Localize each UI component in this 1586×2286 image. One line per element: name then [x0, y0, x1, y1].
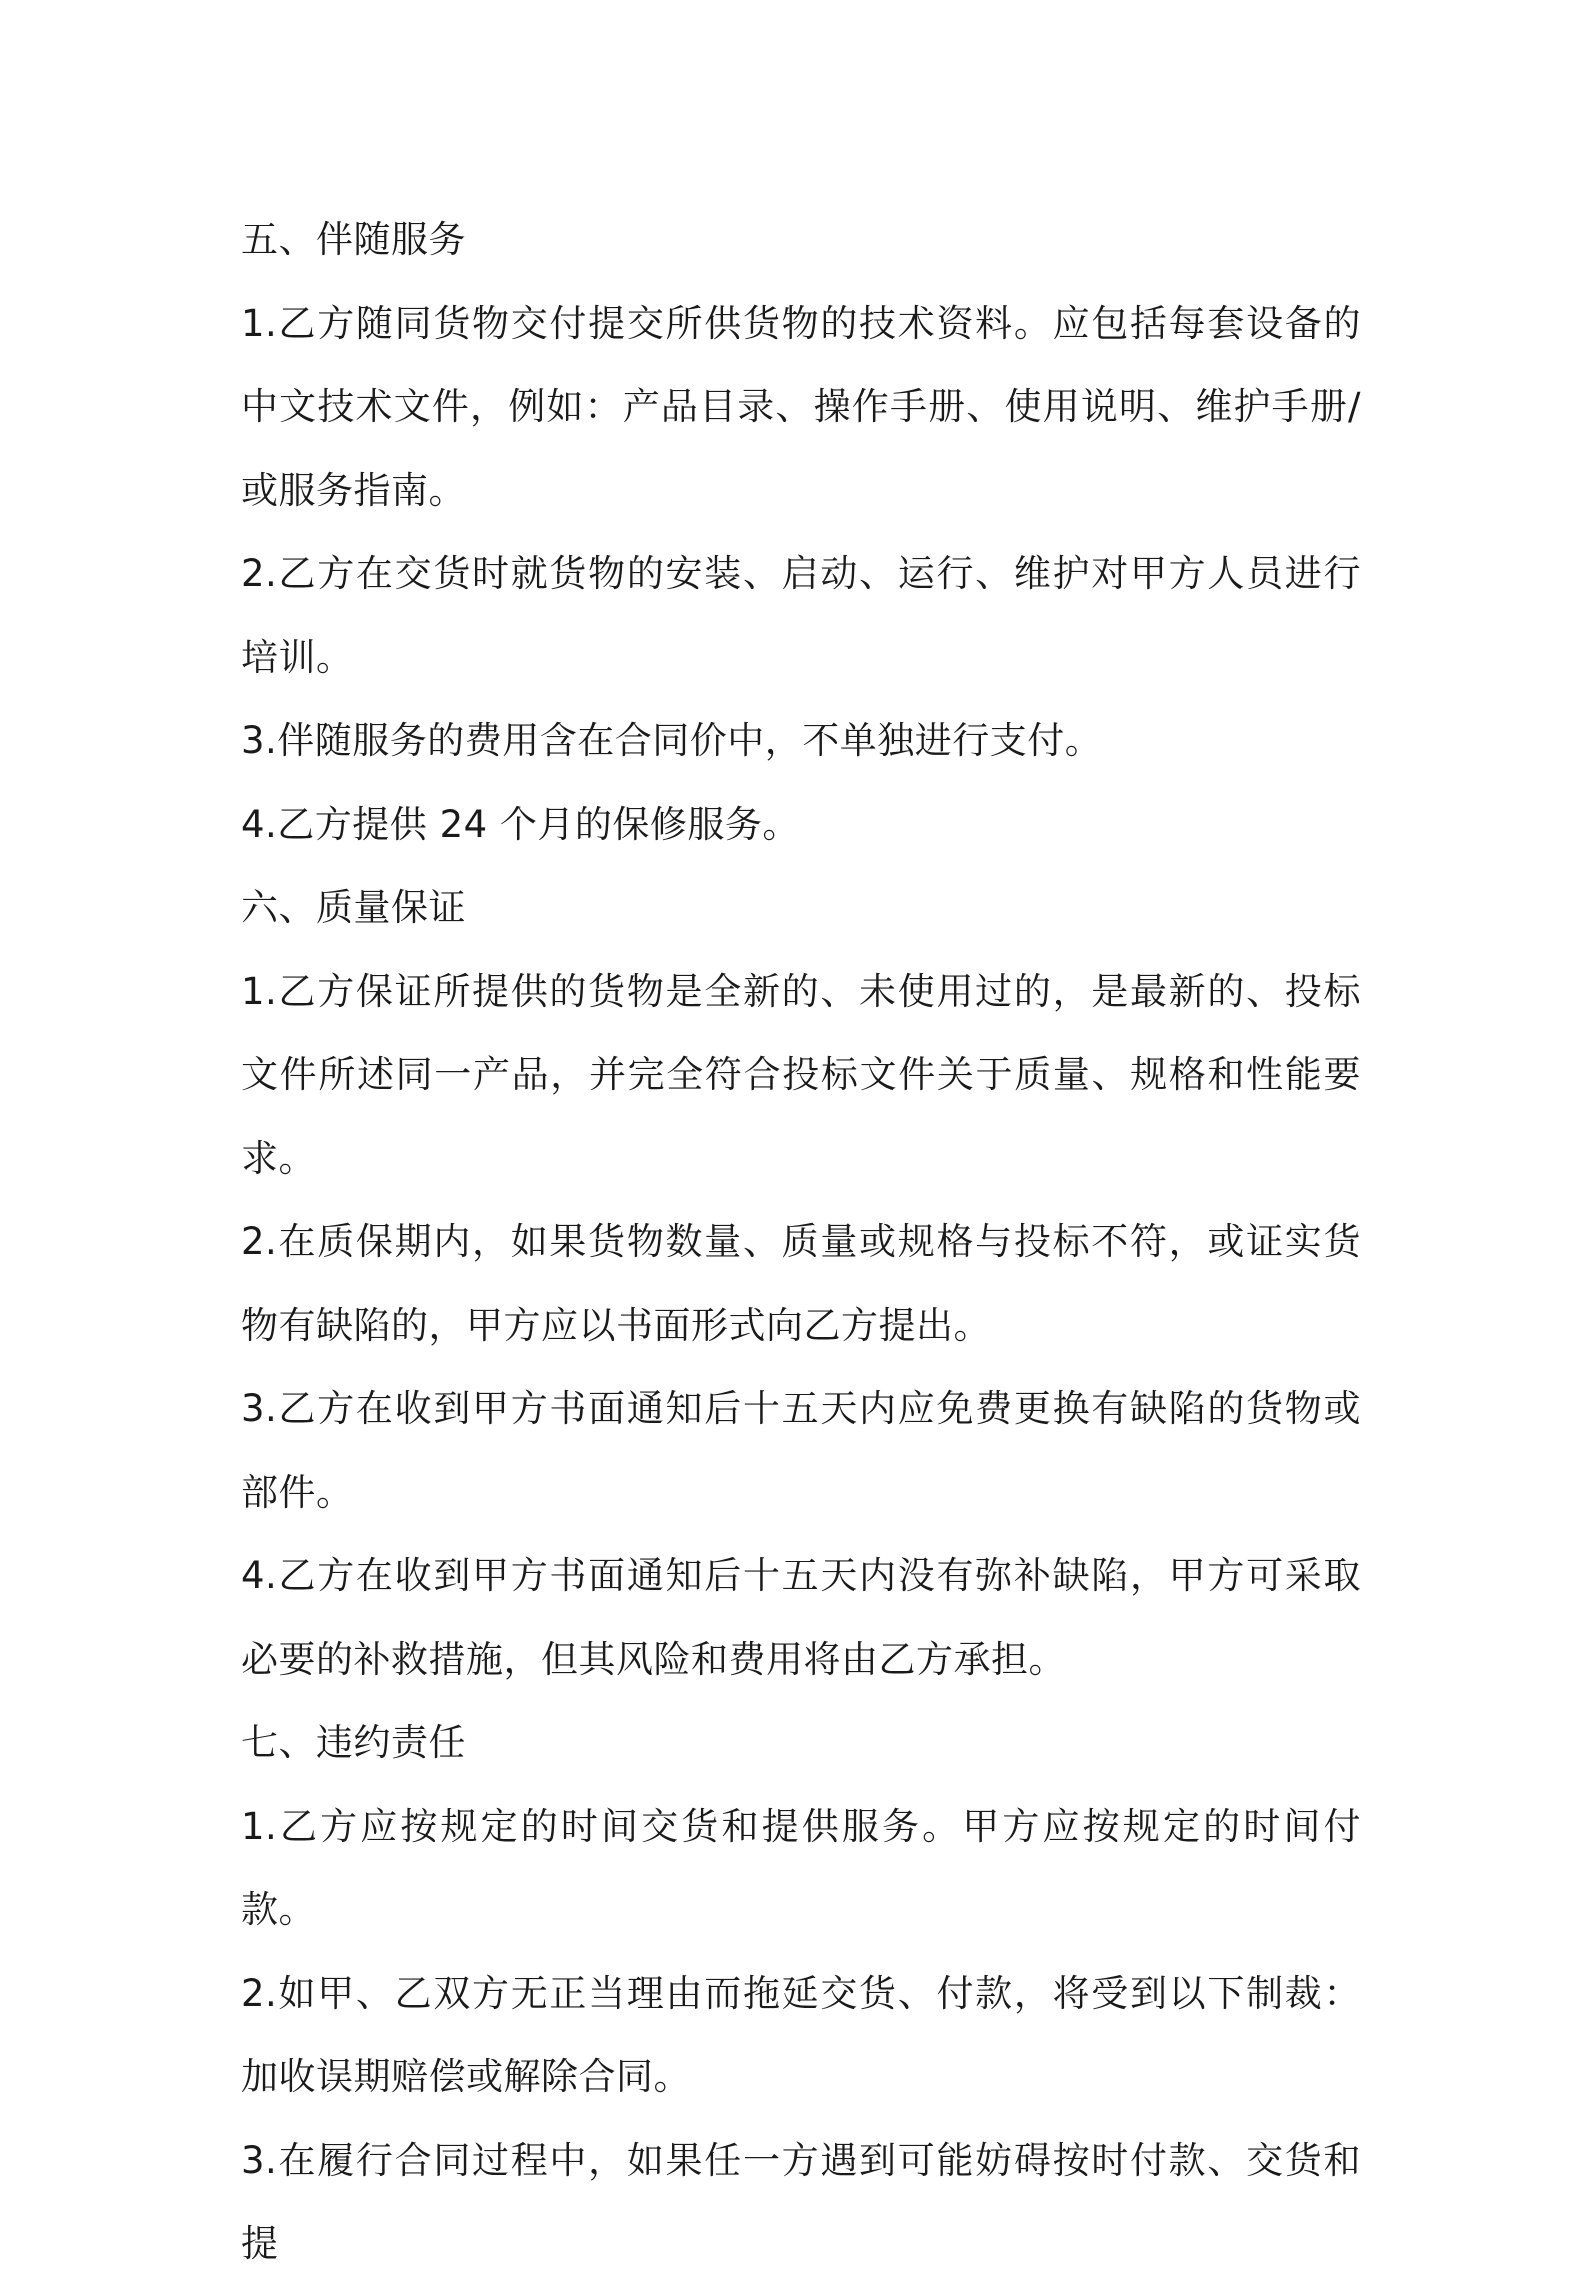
paragraph-7-2: 2.如甲、乙双方无正当理由而拖延交货、付款，将受到以下制裁：加收误期赔偿或解除合同。	[241, 1971, 1361, 2098]
paragraph-5-3: 3.伴随服务的费用含在合同价中，不单独进行支付。	[241, 719, 1103, 762]
section-heading-5: 五、伴随服务	[241, 218, 466, 261]
section-heading-6: 六、质量保证	[241, 886, 466, 929]
paragraph-6-4: 4.乙方在收到甲方书面通知后十五天内没有弥补缺陷，甲方可采取必要的补救措施，但其风险和费用将由乙方承担。	[241, 1554, 1361, 1681]
paragraph-5-1: 1.乙方随同货物交付提交所供货物的技术资料。应包括每套设备的中文技术文件，例如：产品目录、操作手册、使用说明、维护手册/或服务指南。	[241, 301, 1361, 512]
paragraph-7-1: 1.乙方应按规定的时间交货和提供服务。甲方应按规定的时间付款。	[241, 1804, 1361, 1931]
paragraph-6-3: 3.乙方在收到甲方书面通知后十五天内应免费更换有缺陷的货物或部件。	[241, 1387, 1361, 1514]
document-page	[241, 198, 1361, 2286]
paragraph-6-2: 2.在质保期内，如果货物数量、质量或规格与投标不符，或证实货物有缺陷的，甲方应以书面形式向乙方提出。	[241, 1220, 1361, 1347]
paragraph-5-2: 2.乙方在交货时就货物的安装、启动、运行、维护对甲方人员进行培训。	[241, 552, 1361, 679]
paragraph-7-3: 3.在履行合同过程中，如果任一方遇到可能妨碍按时付款、交货和提	[241, 2138, 1361, 2265]
section-heading-7: 七、违约责任	[241, 1721, 466, 1764]
paragraph-5-4: 4.乙方提供 24 个月的保修服务。	[241, 802, 800, 846]
paragraph-6-1: 1.乙方保证所提供的货物是全新的、未使用过的，是最新的、投标文件所述同一产品，并完全符合投标文件关于质量、规格和性能要求。	[241, 969, 1361, 1180]
